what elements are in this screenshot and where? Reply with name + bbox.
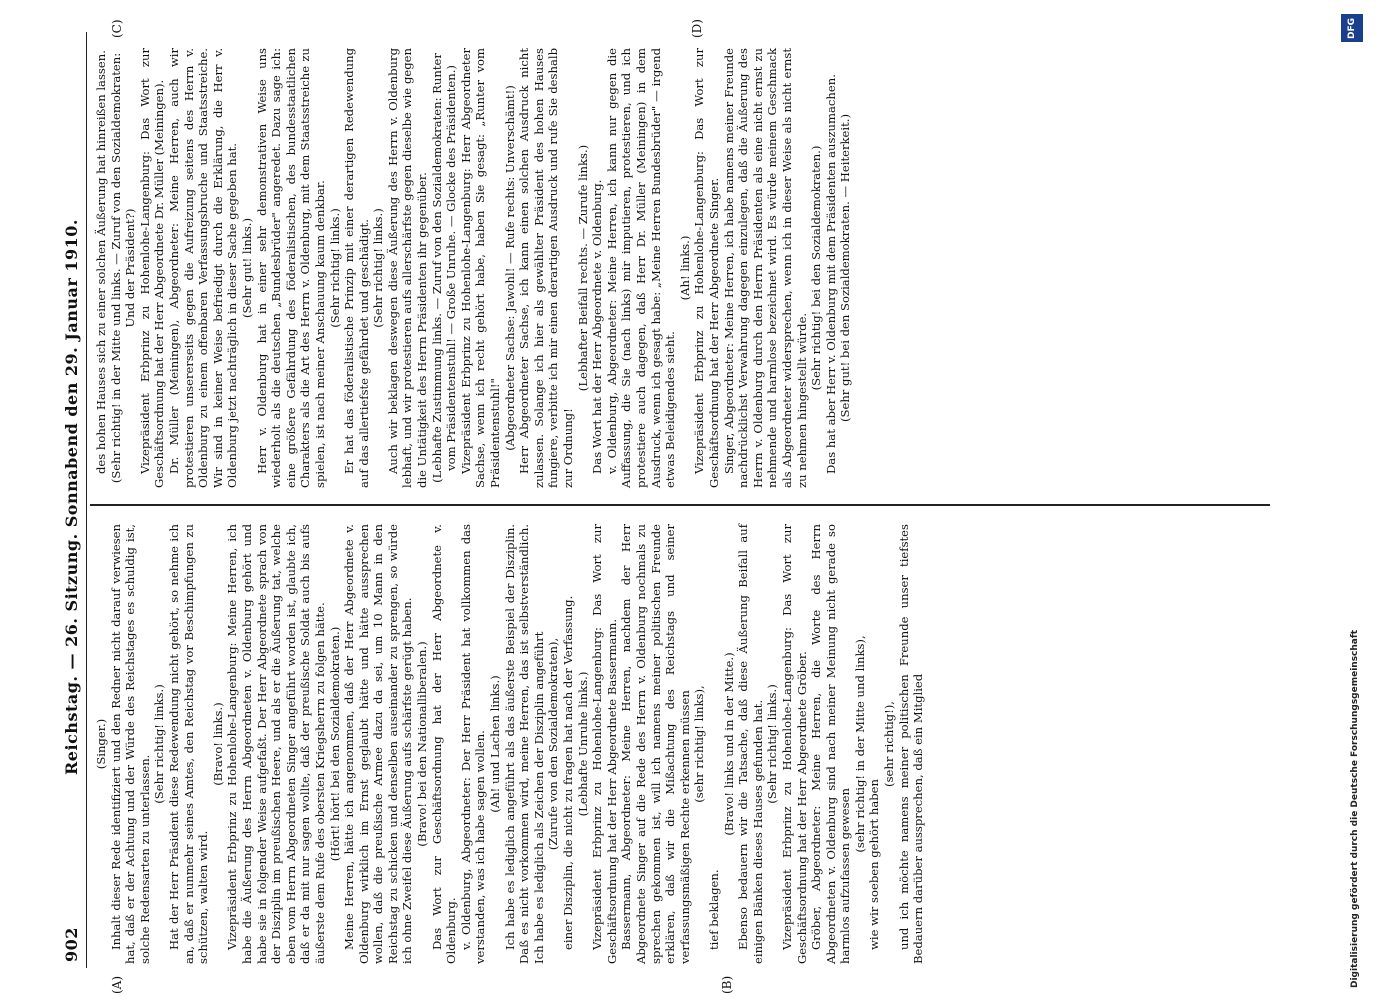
paragraph: wie wir soeben gehört haben	[867, 778, 882, 950]
paragraph: Ich habe es lediglich angeführt als das äußerste Beispiel der Disziplin. Daß es nicht vorkommen wird, meine Herren, das ist selbstverständlich. Ich habe es lediglich als Zeichen der Disziplin angeführt	[502, 524, 546, 964]
paragraph: Hat der Herr Präsident diese Redewendung nicht gehört, so nehme ich an, daß er nunmehr seines Amtes, den Reichstag vor Beschimpfungen zu schützen, walten wird.	[166, 524, 211, 964]
page-title: Reichstag. — 26. Sitzung. Sonnabend den 29. Januar 1910.	[62, 219, 81, 775]
paragraph: (Lebhafter Beifall rechts. — Zurufe links.)	[575, 144, 590, 392]
paragraph: Bassermann, Abgeordneter: Meine Herren, nachdem der Herr Abgeordnete Singer auf die Rede des Herrn v. Oldenburg nochmals zu sprechen gekommen ist, will ich namens meiner politischen Freunde erklären, daß wir die Mißachtung des Reichstags und seiner verfassungsmäßigen Rechte erkennen müssen	[619, 524, 692, 964]
margin-mark-a: (A)	[110, 975, 124, 994]
paragraph: Vizepräsident Erbprinz zu Hohenlohe-Langenburg: Meine Herren, ich habe die Äußerung des Herrn Abgeordneten v. Oldenburg gehört und habe sie in folgender Weise aufgefaßt. Der Herr Abgeordnete sprach von der Disziplin im preußischen Heere, und als er die Äußerung tat, welche eben vom Herrn Abgeordneten Singer angeführt worden ist, glaubte ich, daß er da mit nur sagen wollte, daß der preußische Soldat auch bis aufs äußerste dem Rufe des obersten Kriegsherrn zu folgen hätte.	[225, 524, 327, 964]
paragraph: (Bravo! links.)	[210, 702, 225, 786]
margin-mark-d: (D)	[690, 19, 704, 38]
paragraph: (Sehr gut! links.)	[239, 218, 254, 318]
paragraph: (Hört! hört! bei den Sozialdemokraten.)	[327, 626, 342, 862]
paragraph: und ich möchte namens meiner politischen Freunde unser tiefstes Bedauern darüber aussprechen, daß ein Mitglied	[896, 524, 926, 964]
paragraph: (Bravo! links und in der Mitte.)	[721, 652, 736, 836]
page-number: 902	[62, 927, 81, 962]
paragraph: (Lebhafte Unruhe links.)	[575, 671, 590, 817]
paragraph: Vizepräsident Erbprinz zu Hohenlohe-Langenburg: Das Wort zur Geschäftsordnung hat der Herr Abgeordnete Dr. Müller (Meiningen).	[137, 48, 167, 488]
paragraph: tief beklagen.	[706, 869, 721, 950]
paragraph: (Ah! und Lachen links.)	[488, 675, 503, 813]
paragraph: (Sehr richtig! in der Mitte und links. — Zuruf von den Sozialdemokraten: Und der Präsident?)	[108, 52, 138, 484]
paragraph: (Sehr richtig! links.)	[371, 208, 386, 328]
paragraph: Das Wort hat der Herr Abgeordnete v. Oldenburg.	[590, 179, 605, 474]
header-rule	[86, 32, 87, 968]
paragraph: (Singer.)	[94, 718, 108, 770]
margin-mark-c: (C)	[110, 19, 124, 38]
paragraph: Vizepräsident Erbprinz zu Hohenlohe-Langenburg: Das Wort zur Geschäftsordnung hat der Herr Abgeordnete Singer.	[692, 48, 721, 488]
paragraph: (Sehr richtig! links.)	[765, 684, 780, 804]
paragraph: Das Wort zur Geschäftsordnung hat der Herr Abgeordnete v. Oldenburg.	[429, 524, 459, 964]
paragraph: Singer, Abgeordneter: Meine Herren, ich habe namens meiner Freunde nachdrücklichst Verwahrung dagegen einzulegen, daß die Äußerung des Herrn v. Oldenburg durch den Herrn Präsidenten als eine nicht ernst zu nehmende und harmlose bezeichnet wird. Es würde meinem Geschmack als Abgeordneter widersprechen, wenn ich in dieser Weise als nicht ernst zu nehmen hingestellt würde.	[721, 48, 809, 488]
paragraph: (Lebhafte Zustimmung links. — Zuruf von den Sozialdemokraten: Runter vom Präsidentenstuhl! — Große Unruhe. — Glocke des Präsidenten.)	[429, 53, 459, 483]
paragraph: (Ah! links.)	[677, 235, 692, 301]
paragraph: Meine Herren, hätte ich angenommen, daß der Herr Abgeordnete v. Oldenburg wirklich im Ernst geglaubt hätte und hätte aussprechen wollen, daß die preußische Armee dazu da sei, um 10 Mann in den Reichstag zu schicken und denselben auseinander zu sprengen, so würde ich ohne Zweifel diese Äußerung aufs schärfste gerügt haben.	[342, 524, 415, 964]
paragraph: (sehr richtig! in der Mitte und links),	[852, 635, 867, 853]
paragraph: (Sehr richtig! links.)	[152, 684, 167, 804]
paragraph: des hohen Hauses sich zu einer solchen Äußerung hat hinreißen lassen.	[94, 50, 108, 474]
paragraph: (sehr richtig!),	[882, 701, 897, 787]
paragraph: Herr v. Oldenburg hat in einer sehr demonstrativen Weise uns wiederholt als die deutschen „Bundesbrüder" angeredet. Dazu sage ich: eine größere Gefährdung des föderalistischen, des bundesstaatlichen Charakters als die Art des Herrn v. Oldenburg, mit dem Staatsstreiche zu spielen, ist nach meiner Anschauung kaum denkbar.	[254, 48, 327, 488]
paragraph: Vizepräsident Erbprinz zu Hohenlohe-Langenburg: Herr Abgeordneter Sachse, wenn ich recht gehört habe, haben Sie gesagt: „Runter vom Präsidentenstuhl!"	[458, 48, 503, 488]
right-column	[94, 48, 853, 488]
paragraph: Vizepräsident Erbprinz zu Hohenlohe-Langenburg: Das Wort zur Geschäftsordnung hat der Herr Abgeordnete Gröber.	[779, 524, 809, 964]
paragraph: Das hat aber Herr v. Oldenburg mit dem Präsidenten auszumachen.	[823, 74, 838, 474]
dfg-logo: DFG	[1341, 14, 1363, 42]
paragraph: Auch wir beklagen deswegen diese Äußerung des Herrn v. Oldenburg lebhaft, und wir protestieren aufs allerschärfste gegen dieselbe wie gegen die Untätigkeit des Herrn Präsidenten ihr gegenüber.	[385, 48, 430, 488]
column-divider	[90, 504, 1270, 506]
paragraph: (Zurufe von den Sozialdemokraten),	[546, 637, 561, 851]
paragraph: (Sehr richtig! links.)	[327, 208, 342, 328]
left-column	[94, 524, 926, 964]
margin-mark-b: (B)	[720, 975, 734, 994]
paragraph: Gröber, Abgeordneter: Meine Herren, die Worte des Herrn Abgeordneten v. Oldenburg sind nach meiner Meinung nicht gerade so harmlos aufzufassen gewesen	[809, 524, 853, 964]
paragraph: Ebenso bedauern wir die Tatsache, daß diese Äußerung Beifall auf einigen Bänken dieses Hauses gefunden hat.	[736, 524, 765, 964]
page-header	[62, 32, 84, 962]
paragraph: v. Oldenburg, Abgeordneter: Der Herr Präsident hat vollkommen das verstanden, was ich habe sagen wollen.	[458, 524, 488, 964]
paragraph: (Bravo! bei den Nationalliberalen.)	[415, 641, 430, 847]
paragraph: (Sehr richtig! bei den Sozialdemokraten.)	[809, 145, 824, 391]
paragraph: (Abgeordneter Sachse: Jawohl! — Rufe rechts: Unverschämt!)	[502, 85, 517, 451]
paragraph: Er hat das föderalistische Prinzip mit einer derartigen Redewendung auf das allertiefste gefährdet und geschädigt.	[342, 48, 371, 488]
paragraph: Vizepräsident Erbprinz zu Hohenlohe-Langenburg: Das Wort zur Geschäftsordnung hat der Herr Abgeordnete Bassermann.	[590, 524, 619, 964]
paragraph: einer Disziplin, die nicht zu fragen hat nach der Verfassung.	[561, 595, 575, 950]
paragraph: (sehr richtig! links),	[692, 685, 707, 803]
paragraph: Inhalt dieser Rede identifiziert und den Redner nicht darauf verwiesen hat, daß er der Achtung und der Würde des Reichstages es schuldig ist, solche Redensarten zu unterlassen.	[108, 524, 152, 964]
paragraph: Dr. Müller (Meiningen), Abgeordneter: Meine Herren, auch wir protestieren unsererseits gegen die Aufreizung seitens des Herrn v. Oldenburg zu einem offenbaren Verfassungsbruche und Staatsstreiche. Wir sind in keiner Weise befriedigt durch die Erklärung, die Herr v. Oldenburg jetzt nachträglich in dieser Sache gegeben hat.	[166, 48, 240, 488]
digitization-credit: Digitalisierung gefördert durch die Deutsche Forschungsgemeinschaft	[1350, 629, 1360, 988]
paragraph: v. Oldenburg, Abgeordneter: Meine Herren, ich kann nur gegen die Auffassung, die Sie (nach links) mir imputieren, protestieren, und ich protestiere auch dagegen, daß Herr Dr. Müller (Meiningen) in dem Ausdruck, wenn ich gesagt habe: „Meine Herren Bundesbrüder" — irgend etwas Beleidigendes sieht.	[604, 48, 678, 488]
paragraph: Herr Abgeordneter Sachse, ich kann einen solchen Ausdruck nicht zulassen. Solange ich hier als gewählter Präsident des hohen Hauses fungiere, verbitte ich mir einen derartigen Ausdruck und rufe Sie deshalb zur Ordnung!	[517, 48, 575, 488]
paragraph: (Sehr gut! bei den Sozialdemokraten. — Heiterkeit.)	[838, 114, 853, 422]
